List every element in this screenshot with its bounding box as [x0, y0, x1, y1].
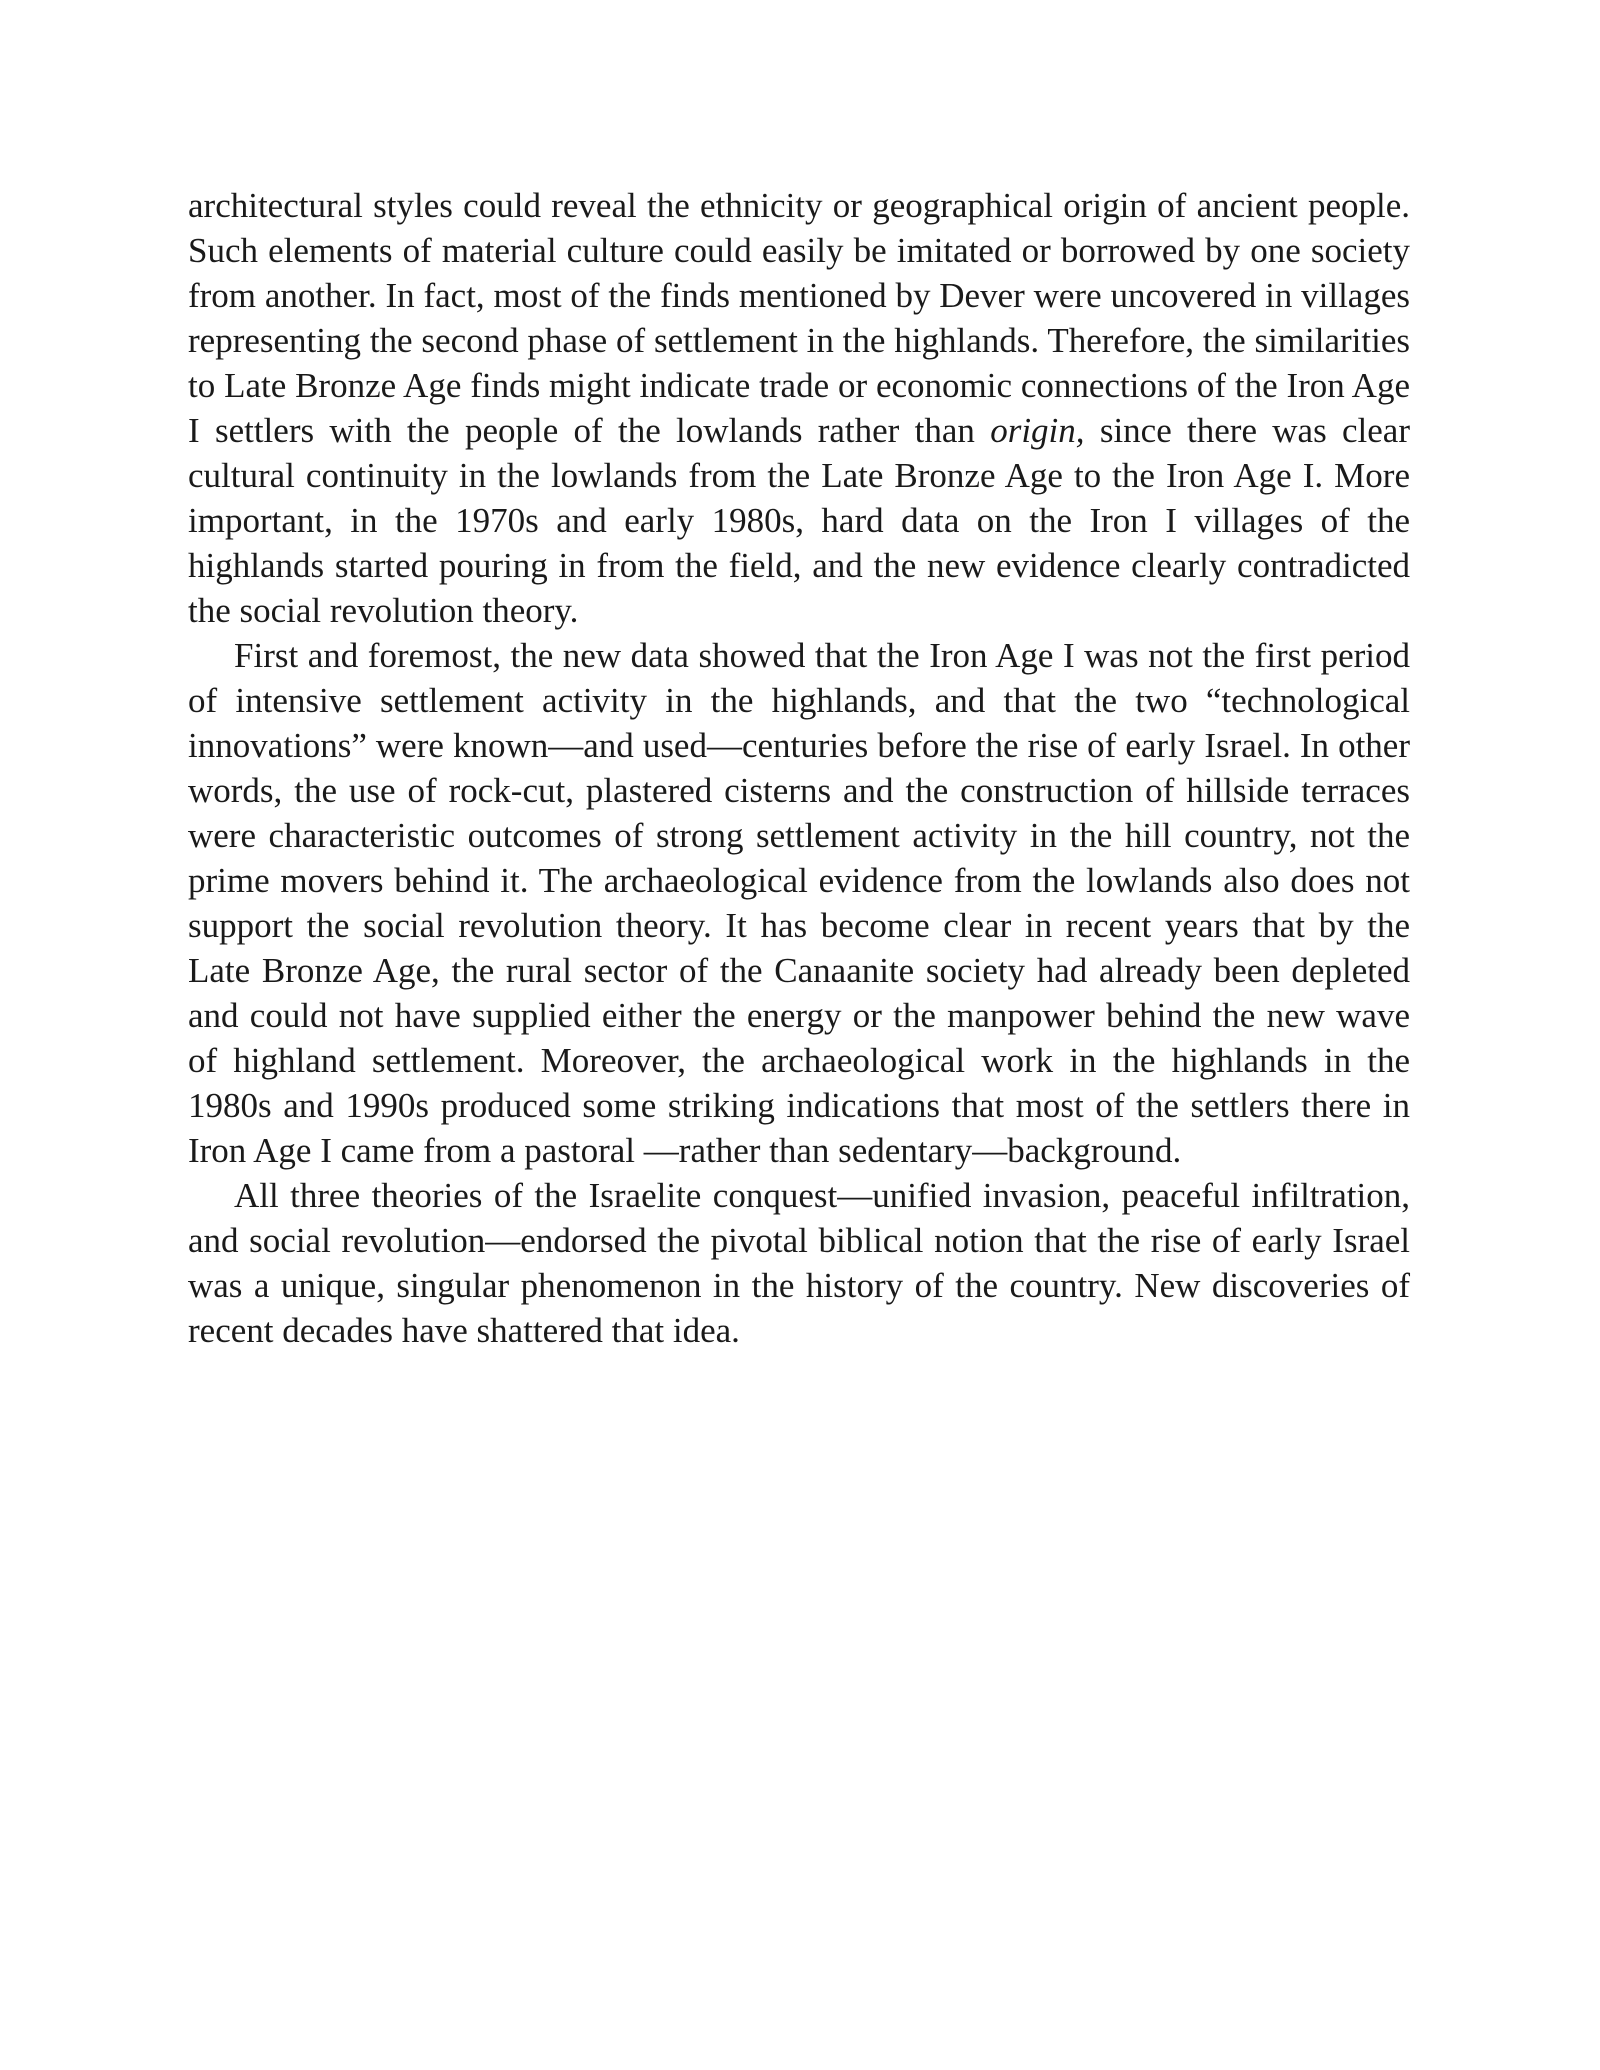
paragraph-2-text: First and foremost, the new data showed that the Iron Age I was not the first period of intensive settlement activity in the highlands, and that the two “technological innovations” were known—and used—centuries before the rise of early Israel. In other words, the use of rock-cut, plastered cisterns and the construction of hillside terraces were characteristic outcomes of strong settlement activity in the hill country, not the prime movers behind it. The archaeological evidence from the lowlands also does not support the social revolution theory. It has become clear in recent years that by the Late Bronze Age, the rural sector of the Canaanite society had already been depleted and could not have supplied either the energy or the manpower behind the new wave of highland settlement. Moreover, the archaeological work in the highlands in the 1980s and 1990s produced some striking indications that most of the settlers there in Iron Age I came from a pastoral —rather than sedentary—background. — [188, 636, 1410, 1170]
paragraph-1 — [188, 183, 1410, 633]
paragraph-2 — [188, 633, 1410, 1173]
paragraph-3-text: All three theories of the Israelite conquest—unified invasion, peaceful infiltration, and social revolution—endorsed the pivotal biblical notion that the rise of early Israel was a unique, singular phenomenon in the history of the country. New discoveries of recent decades have shattered that idea. — [188, 1176, 1410, 1350]
paragraph-1-text-b: since there was clear cultural continuity in the lowlands from the Late Bronze Age to the Iron Age I. More important, in the 1970s and early 1980s, hard data on the Iron I villages of the highlands started pouring in from the field, and the new evidence clearly contradicted the social revolution theory. — [188, 411, 1410, 630]
paragraph-3 — [188, 1173, 1410, 1353]
paragraph-1-text-a: architectural styles could reveal the ethnicity or geographical origin of ancient people. Such elements of material culture could easily be imitated or borrowed by one society from another. In fact, most of the finds mentioned by Dever were uncovered in villages representing the second phase of settlement in the highlands. Therefore, the similarities to Late Bronze Age finds might indicate trade or economic connections of the Iron Age I settlers with the people of the lowlands rather than — [188, 186, 1410, 450]
paragraph-1-italic-origin: origin, — [990, 411, 1085, 450]
body-text — [188, 183, 1410, 1353]
